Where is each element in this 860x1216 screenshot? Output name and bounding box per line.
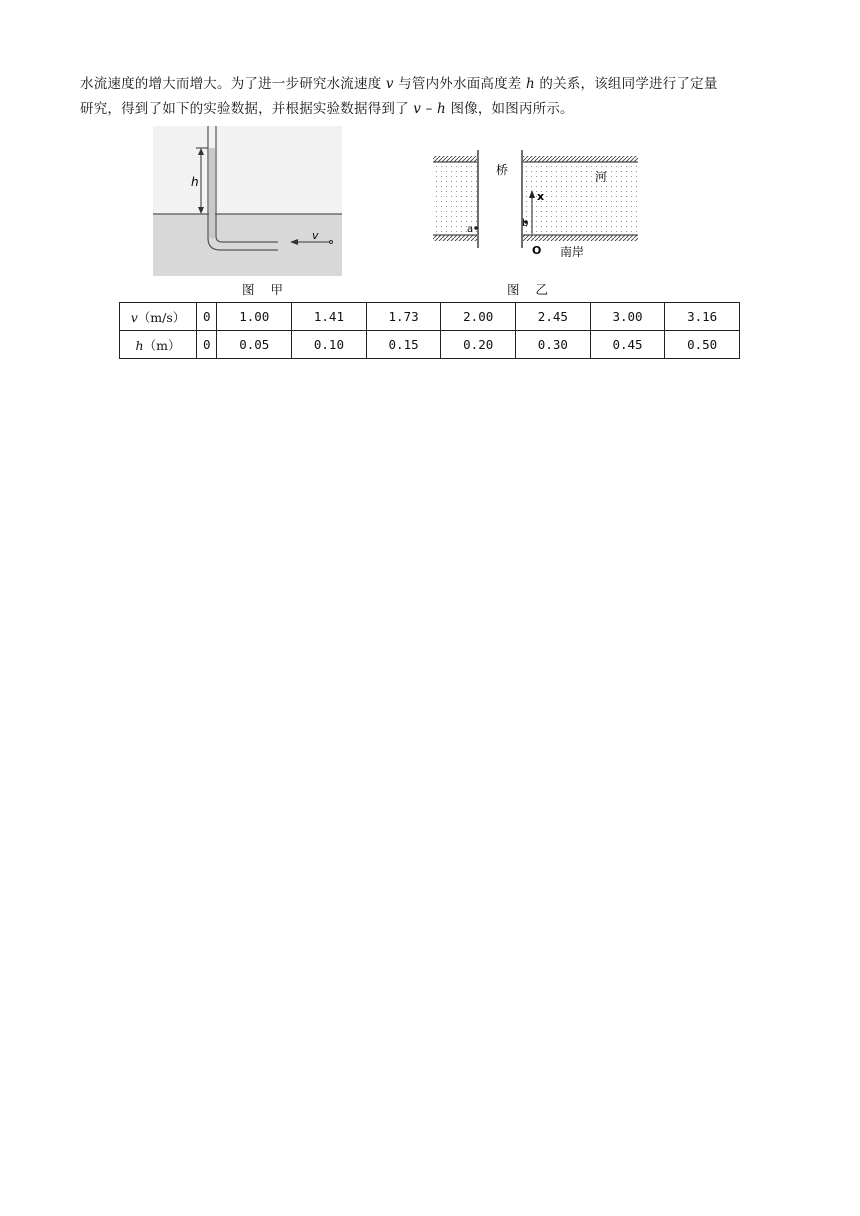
figure-yi-river-bridge — [430, 150, 642, 260]
table-cell: 3.00 — [590, 303, 665, 331]
table-cell: 0 — [197, 303, 217, 331]
table-cell: 2.00 — [441, 303, 516, 331]
label-a: a — [467, 224, 474, 235]
table-cell: 0.20 — [441, 331, 516, 359]
table-cell: 2.45 — [516, 303, 591, 331]
data-table — [119, 302, 740, 359]
table-cell: 0.50 — [665, 331, 740, 359]
table-cell: 0.10 — [292, 331, 367, 359]
figure-jia-pitot-tube — [150, 126, 345, 278]
label-b: b — [522, 218, 529, 229]
text-line-1: 水流速度的增大而增大。为了进一步研究水流速度 v 与管内外水面高度差 h 的关系，该组同学进行了定量 — [80, 76, 718, 92]
table-cell: 1.41 — [292, 303, 367, 331]
caption-jia: 图 甲 — [242, 282, 289, 297]
problem-text — [80, 72, 785, 122]
table-row-v — [120, 303, 740, 331]
row-header-h: h（m） — [120, 331, 197, 359]
row-header-v: v（m/s） — [120, 303, 197, 331]
table-row-h — [120, 331, 740, 359]
label-river: 河 — [595, 170, 608, 184]
table-cell: 0.45 — [590, 331, 665, 359]
label-bridge: 桥 — [496, 163, 509, 177]
label-south-bank: 南岸 — [560, 245, 585, 259]
table-cell: 3.16 — [665, 303, 740, 331]
table-cell: 0.30 — [516, 331, 591, 359]
table-cell: 0 — [197, 331, 217, 359]
caption-yi: 图 乙 — [507, 282, 554, 297]
label-h: h — [191, 175, 199, 189]
label-v: v — [312, 229, 319, 242]
table-cell: 0.15 — [366, 331, 441, 359]
table-cell: 0.05 — [217, 331, 292, 359]
table-cell: 1.73 — [366, 303, 441, 331]
table-cell: 1.00 — [217, 303, 292, 331]
text-line-2: 研究，得到了如下的实验数据，并根据实验数据得到了 v – h 图像，如图丙所示。 — [80, 101, 574, 117]
label-origin: O — [532, 244, 542, 257]
label-x: x — [537, 190, 545, 203]
